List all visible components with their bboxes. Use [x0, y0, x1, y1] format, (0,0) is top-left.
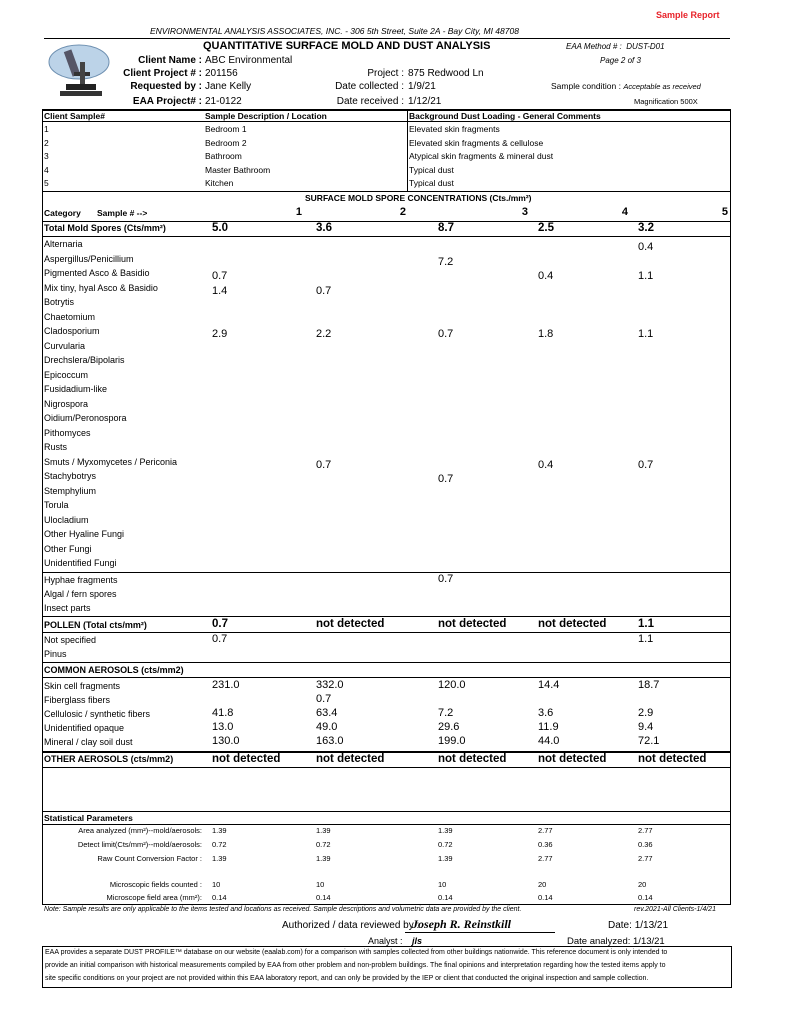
- client-project-label: Client Project # :: [123, 68, 202, 79]
- aerosol-value: 231.0: [212, 679, 240, 691]
- aerosol-value: 29.6: [438, 721, 460, 733]
- eaa-project: 21-0122: [205, 96, 242, 107]
- aerosol-value: 72.1: [638, 735, 660, 747]
- stat-value: 0.36: [538, 840, 553, 849]
- stat-value: 10: [316, 880, 325, 889]
- sample-description: Bedroom 1: [205, 124, 247, 134]
- aerosol-value: 7.2: [438, 707, 454, 719]
- sample-number-heading: 5: [721, 206, 728, 218]
- date-analyzed-label: Date analyzed:: [567, 936, 631, 947]
- authorized-label: Authorized / data reviewed by :: [282, 920, 420, 931]
- report-title: QUANTITATIVE SURFACE MOLD AND DUST ANALYSIS: [203, 40, 491, 52]
- sample-number-heading: 2: [399, 206, 406, 218]
- mold-value: 2.9: [212, 328, 228, 340]
- stat-name: Microscope field area (mm²):: [106, 893, 202, 902]
- client-sample-header: Client Sample#: [44, 111, 105, 121]
- mold-value: 0.7: [438, 328, 454, 340]
- misc-value: 0.7: [438, 573, 454, 585]
- misc-name: Algal / fern spores: [44, 589, 117, 599]
- mold-name: Stemphylium: [44, 485, 97, 496]
- sample-number-heading: 3: [521, 206, 528, 218]
- stat-value: 2.77: [538, 826, 553, 835]
- requested-by: Jane Kelly: [205, 81, 252, 92]
- stat-value: 2.77: [538, 854, 553, 863]
- aerosol-value: 41.8: [212, 707, 234, 719]
- stat-value: 0.14: [316, 893, 331, 902]
- sample-description: Bathroom: [205, 151, 242, 161]
- pollen-value: 1.1: [638, 633, 654, 645]
- aerosol-value: 18.7: [638, 679, 660, 691]
- pollen-total-value: not detected: [438, 618, 507, 630]
- mold-value: 1.8: [538, 328, 554, 340]
- sample-number-heading: 4: [621, 206, 628, 218]
- sample-comment: Atypical skin fragments & mineral dust: [409, 151, 554, 161]
- method-label: EAA Method # :: [566, 42, 622, 51]
- sample-number: 4: [44, 164, 49, 175]
- disclaimer-line-3: site specific conditions on your project are not provided within this EAA laboratory report, and can only be provided by the IEP or client that conducted the original inspection and sample collection.: [45, 975, 649, 982]
- sample-condition-label: Sample condition :: [551, 81, 621, 91]
- comments-header: Background Dust Loading - General Comments: [409, 111, 601, 121]
- aerosol-value: 63.4: [316, 707, 338, 719]
- stat-value: 1.39: [438, 826, 453, 835]
- mold-value: 1.4: [212, 284, 228, 297]
- date-collected: 1/9/21: [408, 81, 436, 92]
- authorized-signature: Joseph R. Reinstkill: [412, 917, 512, 931]
- date-received-label: Date received :: [336, 96, 404, 107]
- mold-name: Chaetomium: [44, 311, 96, 322]
- stat-value: 0.72: [316, 840, 331, 849]
- mold-name: Mix tiny, hyal Asco & Basidio: [44, 282, 158, 293]
- aerosol-name: Skin cell fragments: [44, 681, 121, 691]
- mold-value: 0.4: [538, 270, 554, 282]
- mold-name: Pithomyces: [44, 427, 91, 438]
- requested-by-label: Requested by :: [130, 81, 202, 92]
- total-mold-label: Total Mold Spores (Cts/mm²): [44, 223, 166, 233]
- mold-value: 2.2: [316, 328, 332, 340]
- mold-name: Torula: [44, 500, 69, 510]
- sample-condition: Acceptable as received: [623, 82, 701, 91]
- pollen-name: Not specified: [44, 635, 97, 645]
- client-name: ABC Environmental: [205, 55, 293, 66]
- pollen-value: 0.7: [212, 633, 228, 645]
- aerosol-value: 3.6: [538, 707, 554, 719]
- total-mold-value: 3.2: [638, 222, 654, 234]
- mold-value: 1.1: [638, 328, 654, 340]
- date-received: 1/12/21: [408, 96, 442, 107]
- other-aerosol-value: not detected: [638, 753, 707, 765]
- stat-value: 1.39: [212, 854, 227, 863]
- stat-name: Area analyzed (mm²)--mold/aerosols:: [78, 826, 202, 835]
- description-header: Sample Description / Location: [205, 111, 327, 121]
- mold-value: 0.7: [438, 473, 454, 485]
- aerosol-value: 120.0: [438, 679, 466, 691]
- sample-number: 5: [44, 178, 49, 188]
- total-mold-value: 5.0: [212, 222, 228, 234]
- page-number: Page 2 of 3: [600, 56, 641, 65]
- aerosol-name: Cellulosic / synthetic fibers: [44, 709, 151, 719]
- mold-name: Fusidadium-like: [44, 384, 108, 394]
- other-aerosol-value: not detected: [438, 753, 507, 765]
- note-text: Note: Sample results are only applicable to the items tested and locations as received. Sample descriptions and volumetric data are provided by the client.: [44, 906, 522, 913]
- sample-comment: Typical dust: [409, 164, 454, 175]
- total-mold-value: 2.5: [538, 222, 554, 234]
- misc-name: Insect parts: [44, 603, 91, 613]
- sample-comment: Elevated skin fragments & cellulose: [409, 137, 544, 148]
- project-label: Project :: [367, 68, 404, 79]
- pollen-total-value: 1.1: [638, 618, 654, 630]
- mold-name: Alternaria: [44, 239, 83, 249]
- method-value: DUST-D01: [626, 42, 665, 51]
- aerosol-value: 13.0: [212, 721, 234, 733]
- other-aerosol-value: not detected: [212, 753, 281, 765]
- pollen-total-value: not detected: [316, 618, 385, 630]
- stat-name: Detect limit(Cts/mm²)--mold/aerosols:: [77, 840, 202, 849]
- stat-value: 10: [212, 880, 221, 889]
- mold-value: 7.2: [438, 255, 454, 268]
- aerosol-value: 11.9: [538, 721, 559, 733]
- mold-name: Curvularia: [44, 340, 86, 351]
- mold-name: Pigmented Asco & Basidio: [44, 268, 150, 278]
- sample-number: 3: [44, 151, 49, 161]
- total-mold-value: 3.6: [316, 222, 332, 234]
- stat-value: 2.77: [638, 854, 653, 863]
- sample-comment: Typical dust: [409, 178, 454, 188]
- sample-description: Master Bathroom: [205, 164, 271, 175]
- stat-value: 0.14: [638, 893, 653, 902]
- aerosol-value: 163.0: [316, 735, 344, 747]
- stat-value: 0.72: [212, 840, 227, 849]
- date-label: Date:: [608, 920, 632, 931]
- pollen-name: Pinus: [44, 649, 67, 659]
- mold-name: Other Hyaline Fungi: [44, 529, 125, 539]
- stat-value: 20: [538, 880, 547, 889]
- pollen-total-value: 0.7: [212, 618, 228, 630]
- mold-value: 0.4: [638, 241, 654, 253]
- other-aerosols-label: OTHER AEROSOLS (cts/mm2): [44, 754, 174, 764]
- sample-description: Kitchen: [205, 178, 234, 188]
- mold-name: Epicoccum: [44, 369, 89, 380]
- mold-name: Ulocladium: [44, 514, 89, 525]
- sample-description: Bedroom 2: [205, 137, 247, 148]
- mold-name: Unidentified Fungi: [44, 558, 117, 568]
- pollen-label: POLLEN (Total cts/mm²): [44, 620, 147, 630]
- stat-value: 0.72: [438, 840, 453, 849]
- analyst-label: Analyst :: [368, 936, 403, 946]
- aerosol-value: 2.9: [638, 707, 654, 719]
- aerosol-value: 130.0: [212, 735, 240, 747]
- stat-value: 1.39: [316, 826, 331, 835]
- common-aerosols-label: COMMON AEROSOLS (cts/mm2): [44, 665, 184, 675]
- mold-value: 0.7: [316, 284, 332, 297]
- date-value: 1/13/21: [634, 920, 669, 931]
- mold-name: Other Fungi: [44, 543, 92, 554]
- aerosol-value: 199.0: [438, 735, 466, 747]
- mold-name: Drechslera/Bipolaris: [44, 355, 125, 365]
- mold-name: Nigrospora: [44, 398, 89, 409]
- stat-name: Raw Count Conversion Factor :: [97, 854, 202, 863]
- disclaimer-line-2: provide an initial comparison with historical measurements compiled by EAA from other problem and non-problem buildings. The final opinions and interpretation regarding how the tested items apply to: [45, 962, 666, 969]
- client-name-label: Client Name :: [138, 55, 202, 66]
- date-collected-label: Date collected :: [335, 81, 404, 92]
- sample-number: 1: [44, 124, 49, 134]
- mold-value: 1.1: [638, 270, 654, 282]
- other-aerosol-value: not detected: [538, 753, 607, 765]
- stat-value: 10: [438, 880, 447, 889]
- stat-value: 1.39: [316, 854, 331, 863]
- aerosol-name: Fiberglass fibers: [44, 695, 111, 705]
- aerosol-value: 332.0: [316, 679, 344, 691]
- aerosol-value: 44.0: [538, 735, 560, 747]
- mold-name: Smuts / Myxomycetes / Periconia: [44, 456, 178, 467]
- spore-title: SURFACE MOLD SPORE CONCENTRATIONS (Cts./mm²): [305, 193, 532, 203]
- header-rule: [44, 38, 730, 39]
- aerosol-name: Unidentified opaque: [44, 723, 125, 733]
- aerosol-value: 0.7: [316, 693, 332, 705]
- aerosol-name: Mineral / clay soil dust: [44, 737, 133, 747]
- stats-title: Statistical Parameters: [44, 813, 133, 823]
- total-mold-value: 8.7: [438, 222, 454, 234]
- sample-comment: Elevated skin fragments: [409, 124, 500, 134]
- stat-name: Microscopic fields counted :: [109, 880, 202, 889]
- mold-name: Aspergillus/Penicillium: [44, 253, 134, 264]
- misc-name: Hyphae fragments: [44, 575, 118, 585]
- disclaimer-line-1: EAA provides a separate DUST PROFILE™ database on our website (eaalab.com) for a comparison with samples collected from other buildings nationwide. This reference document is only intended to: [45, 949, 668, 956]
- stat-value: 2.77: [638, 826, 653, 835]
- date-analyzed-value: 1/13/21: [633, 936, 665, 947]
- mold-value: 0.7: [212, 270, 228, 282]
- stat-value: 20: [638, 880, 647, 889]
- analyst-value: jls: [412, 936, 423, 946]
- mold-name: Rusts: [44, 442, 68, 452]
- pollen-total-value: not detected: [538, 618, 607, 630]
- sample-number-heading: 1: [295, 206, 302, 218]
- mold-name: Stachybotrys: [44, 471, 97, 481]
- client-project: 201156: [205, 68, 238, 79]
- stat-value: 1.39: [438, 854, 453, 863]
- disclaimer-box: [42, 946, 732, 988]
- mold-value: 0.7: [316, 458, 332, 471]
- stat-value: 0.36: [638, 840, 653, 849]
- mold-name: Cladosporium: [44, 326, 100, 336]
- company-line: ENVIRONMENTAL ANALYSIS ASSOCIATES, INC. - 306 5th Street, Suite 2A - Bay City, MI 48708: [150, 26, 519, 36]
- sample-report-label: Sample Report: [656, 10, 720, 20]
- project: 875 Redwood Ln: [408, 68, 484, 79]
- sample-number: 2: [44, 137, 49, 148]
- stat-value: 0.14: [538, 893, 553, 902]
- mold-value: 0.4: [538, 458, 554, 471]
- mold-name: Oidium/Peronospora: [44, 413, 127, 423]
- eaa-project-label: EAA Project# :: [132, 96, 202, 107]
- sample-hash-label: Sample # -->: [97, 208, 148, 218]
- mold-value: 0.7: [638, 458, 654, 471]
- stat-value: 1.39: [212, 826, 227, 835]
- stat-value: 0.14: [212, 893, 227, 902]
- aerosol-value: 14.4: [538, 679, 560, 691]
- rev-text: rev.2021-All Clients-1/4/21: [634, 906, 716, 913]
- mold-name: Botrytis: [44, 297, 75, 307]
- magnification: Magnification 500X: [634, 97, 698, 106]
- other-aerosol-value: not detected: [316, 753, 385, 765]
- aerosol-value: 9.4: [638, 721, 654, 733]
- aerosol-value: 49.0: [316, 721, 338, 733]
- category-label: Category: [44, 208, 81, 218]
- stat-value: 0.14: [438, 893, 453, 902]
